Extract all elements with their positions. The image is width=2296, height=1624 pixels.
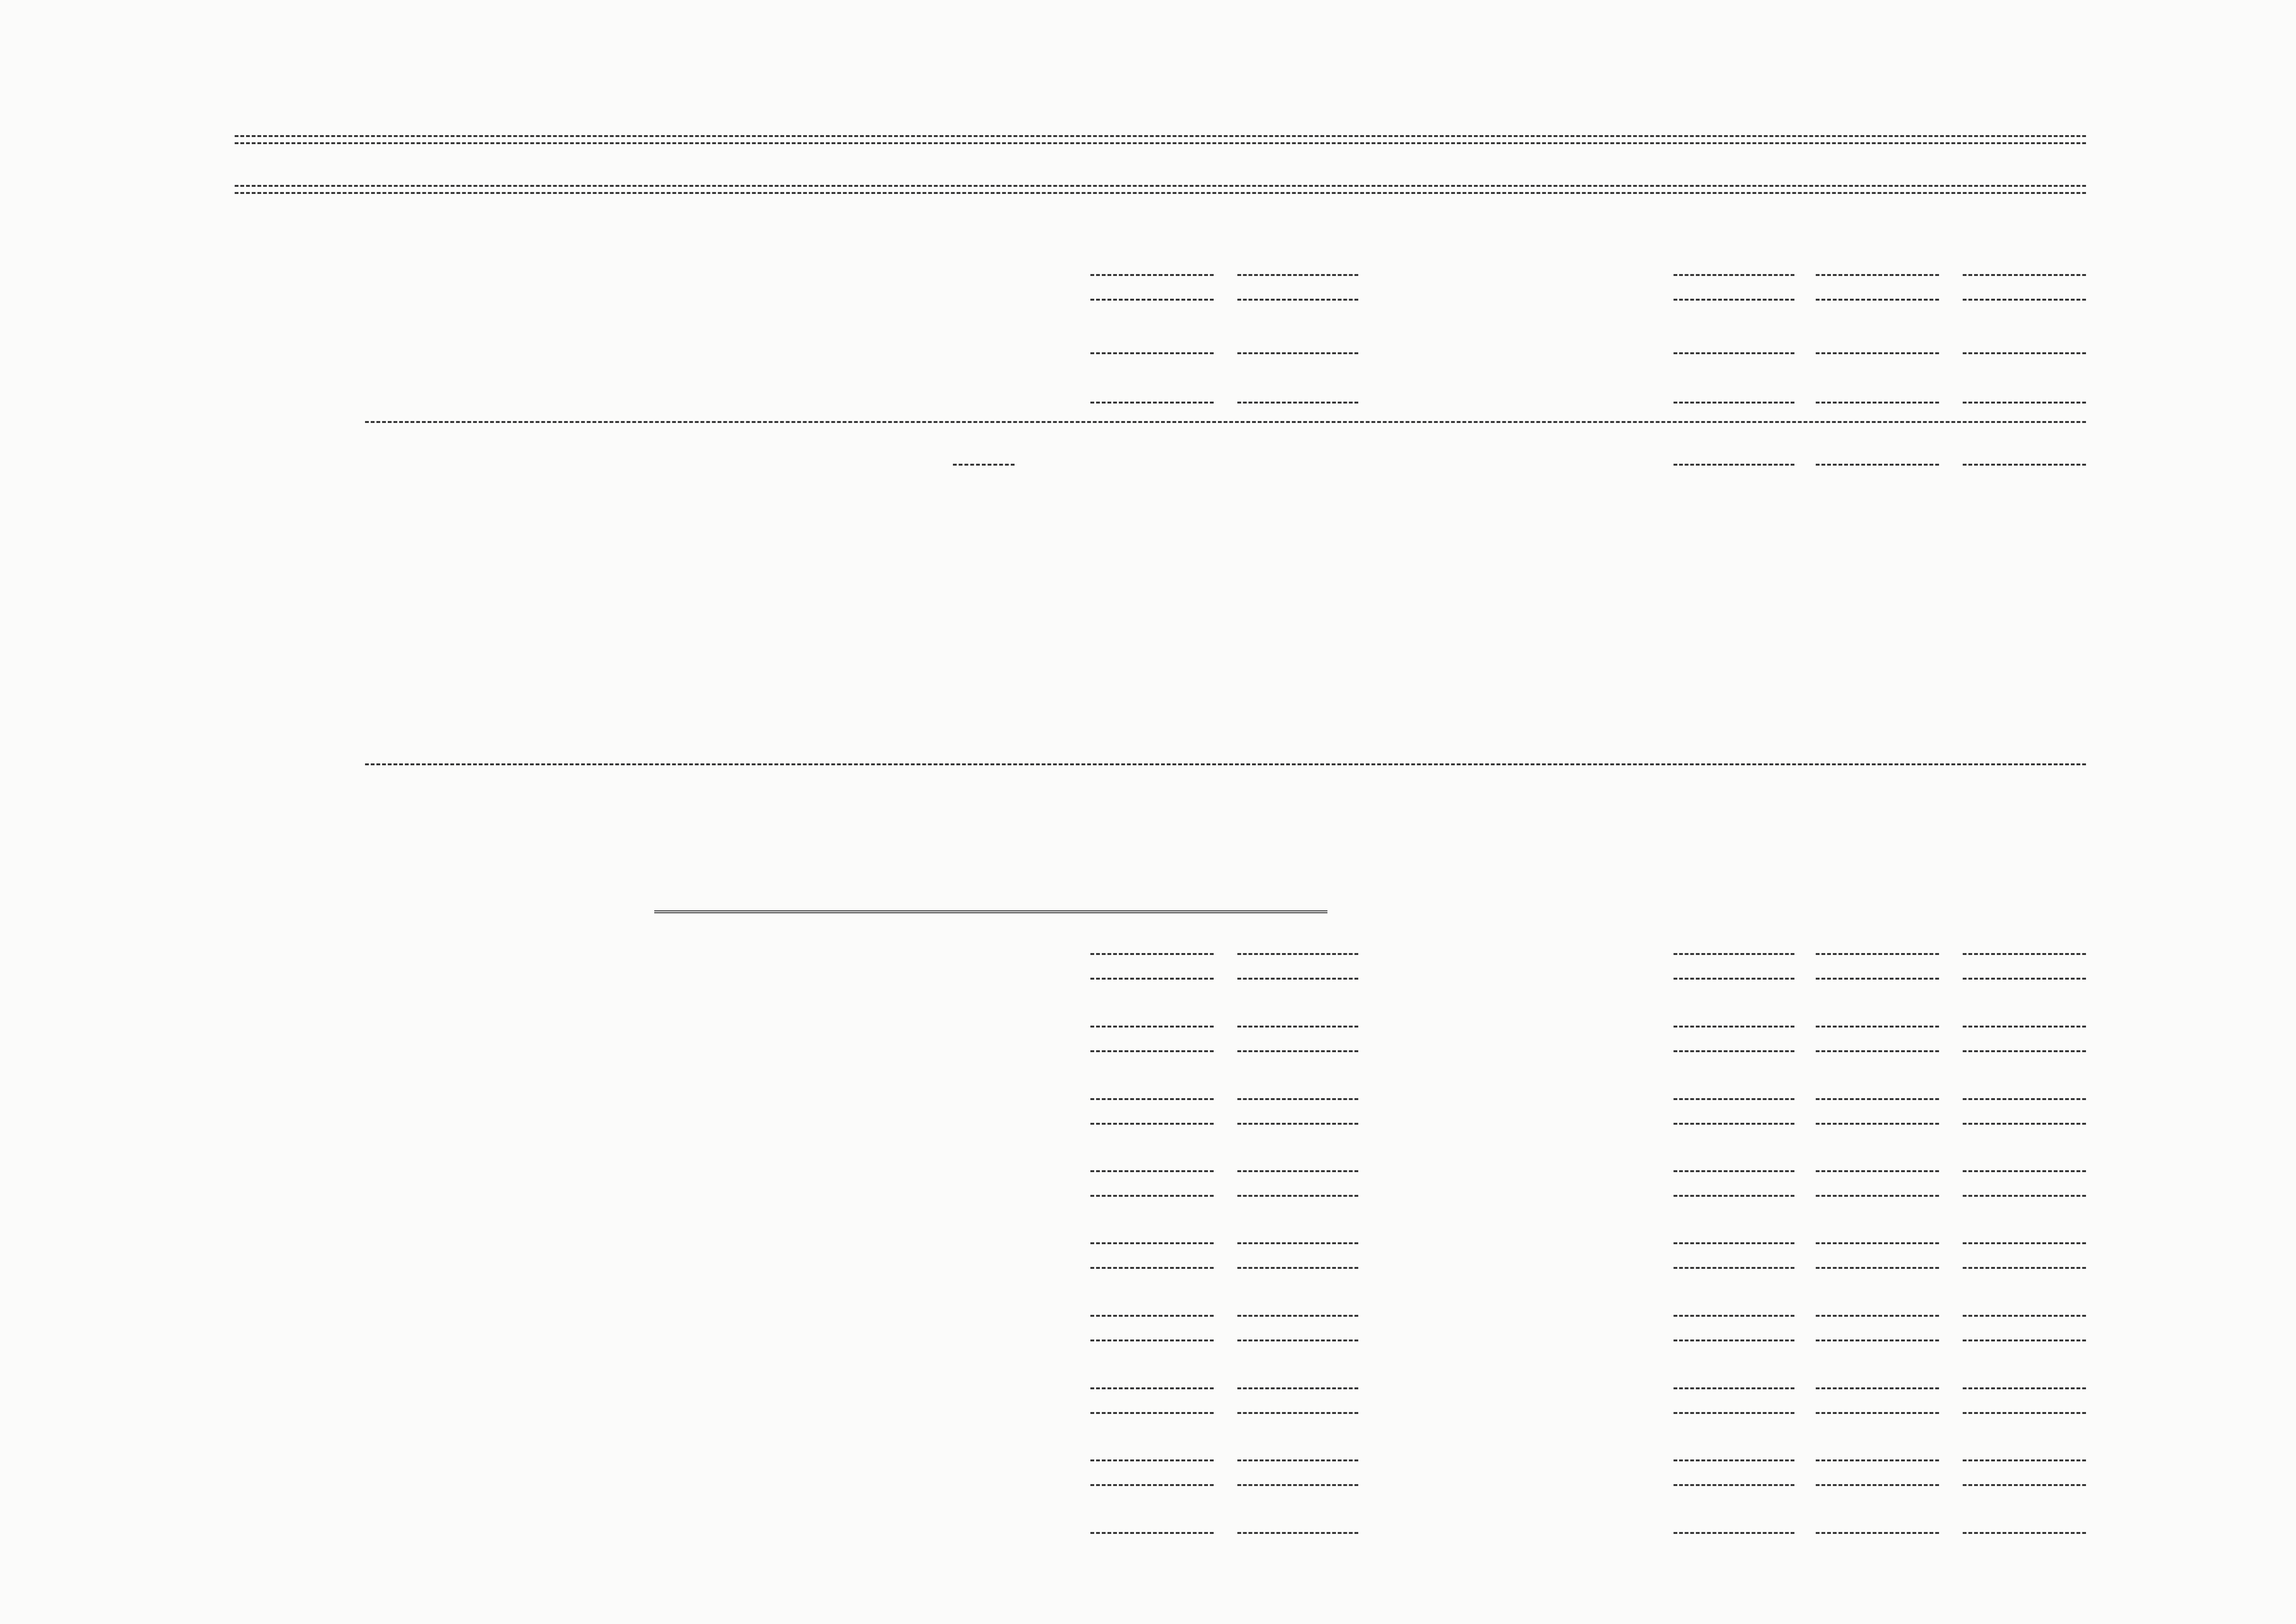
dashed-rule <box>1674 274 1794 276</box>
dashed-rule <box>1816 402 1939 404</box>
dashed-rule <box>1090 352 1214 354</box>
dashed-rule <box>1674 1532 1794 1534</box>
double-rule <box>654 910 1327 913</box>
dashed-rule <box>1237 1195 1358 1197</box>
dashed-rule <box>1816 1315 1939 1317</box>
dashed-rule <box>1816 1387 1939 1389</box>
dashed-rule <box>1963 1123 2086 1125</box>
dashed-rule <box>1090 1387 1214 1389</box>
dashed-rule <box>1963 1484 2086 1486</box>
dashed-rule <box>1090 299 1214 301</box>
dashed-rule <box>1963 953 2086 955</box>
dashed-rule <box>1090 1170 1214 1172</box>
dashed-rule <box>1090 1267 1214 1269</box>
dashed-rule <box>1090 1123 1214 1125</box>
dashed-rule <box>1237 1098 1358 1100</box>
dashed-rule <box>1674 1484 1794 1486</box>
dashed-rule <box>1963 274 2086 276</box>
dashed-rule <box>1963 1242 2086 1244</box>
dashed-rule <box>1090 1242 1214 1244</box>
dashed-rule <box>1090 953 1214 955</box>
dashed-rule <box>1237 978 1358 980</box>
dashed-rule <box>1674 1195 1794 1197</box>
dashed-rule <box>1674 402 1794 404</box>
dashed-rule <box>1816 1195 1939 1197</box>
dashed-rule <box>1237 1340 1358 1341</box>
dashed-rule <box>1674 352 1794 354</box>
dashed-rule <box>1237 274 1358 276</box>
dashed-rule <box>1963 1267 2086 1269</box>
dashed-rule <box>235 142 2086 144</box>
dashed-rule <box>1237 1387 1358 1389</box>
dashed-rule <box>1816 1340 1939 1341</box>
dashed-rule <box>1816 1412 1939 1414</box>
dashed-rule <box>1963 352 2086 354</box>
dashed-rule <box>1816 1170 1939 1172</box>
dashed-rule <box>235 185 2086 187</box>
dashed-rule <box>1963 464 2086 466</box>
dashed-rule <box>1674 1123 1794 1125</box>
dashed-rule <box>1816 1242 1939 1244</box>
dashed-rule <box>953 464 1015 466</box>
dashed-rule <box>235 135 2086 137</box>
dashed-rule <box>1090 402 1214 404</box>
dashed-rule <box>1963 1098 2086 1100</box>
dashed-rule <box>1674 1242 1794 1244</box>
dashed-rule <box>1816 1484 1939 1486</box>
dashed-rule <box>1674 1412 1794 1414</box>
dashed-rule <box>1674 1050 1794 1052</box>
dashed-rule <box>1237 1532 1358 1534</box>
dashed-rule <box>1816 1532 1939 1534</box>
dashed-rule <box>1674 1459 1794 1461</box>
dashed-rule <box>1816 1098 1939 1100</box>
dashed-rule <box>1237 1242 1358 1244</box>
dashed-rule <box>1090 978 1214 980</box>
dashed-rule <box>1237 1123 1358 1125</box>
dashed-rule <box>1237 1315 1358 1317</box>
dashed-rule <box>1090 274 1214 276</box>
dashed-rule <box>1816 299 1939 301</box>
dashed-rule <box>1674 1026 1794 1028</box>
dashed-rule <box>1963 1340 2086 1341</box>
dashed-rule <box>1963 1315 2086 1317</box>
dashed-rule <box>1237 299 1358 301</box>
dashed-rule <box>1237 1050 1358 1052</box>
dashed-rule <box>1963 299 2086 301</box>
dashed-rule <box>1237 1170 1358 1172</box>
dashed-rule <box>1816 1050 1939 1052</box>
dashed-rule <box>1674 464 1794 466</box>
dashed-rule <box>1674 978 1794 980</box>
dashed-rule <box>1674 1315 1794 1317</box>
dashed-rule <box>1237 352 1358 354</box>
dashed-rule <box>1816 274 1939 276</box>
dashed-rule <box>1816 1267 1939 1269</box>
dashed-rule <box>1090 1050 1214 1052</box>
dashed-rule <box>1816 953 1939 955</box>
dashed-rule <box>1090 1532 1214 1534</box>
dashed-rule <box>1963 1532 2086 1534</box>
dashed-rule <box>1090 1195 1214 1197</box>
dashed-rule <box>1963 1459 2086 1461</box>
dashed-rule <box>1237 1267 1358 1269</box>
dashed-rule <box>1963 1195 2086 1197</box>
dashed-rule <box>1963 978 2086 980</box>
dashed-rule <box>1963 1387 2086 1389</box>
dashed-rule <box>1816 352 1939 354</box>
dashed-rule <box>1237 402 1358 404</box>
dashed-rule <box>1963 1170 2086 1172</box>
dashed-rule <box>1674 1170 1794 1172</box>
dashed-rule <box>1237 1484 1358 1486</box>
dashed-rule <box>1963 402 2086 404</box>
dashed-rule <box>1674 1340 1794 1341</box>
dashed-rule <box>235 192 2086 194</box>
dashed-rule <box>1090 1098 1214 1100</box>
dashed-rule <box>1816 1459 1939 1461</box>
dashed-rule <box>1674 953 1794 955</box>
dashed-rule <box>1237 1412 1358 1414</box>
dashed-rule <box>1674 1387 1794 1389</box>
dashed-rule <box>1090 1484 1214 1486</box>
dashed-rule <box>1816 978 1939 980</box>
dashed-rule <box>1237 953 1358 955</box>
dashed-rule <box>1090 1459 1214 1461</box>
dashed-rule <box>1674 299 1794 301</box>
dashed-rule <box>1963 1412 2086 1414</box>
dashed-rule <box>1090 1315 1214 1317</box>
dashed-rule <box>1090 1412 1214 1414</box>
dashed-rule <box>365 421 2086 423</box>
dashed-rule <box>1816 1123 1939 1125</box>
dashed-rule <box>1674 1098 1794 1100</box>
dashed-rule <box>365 763 2086 765</box>
dashed-rule <box>1237 1026 1358 1028</box>
dashed-rule <box>1816 464 1939 466</box>
dashed-rule <box>1237 1459 1358 1461</box>
dashed-rule <box>1816 1026 1939 1028</box>
dashed-rule <box>1090 1340 1214 1341</box>
dashed-rule <box>1674 1267 1794 1269</box>
dashed-rule <box>1963 1050 2086 1052</box>
dashed-rule <box>1090 1026 1214 1028</box>
dashed-rule <box>1963 1026 2086 1028</box>
